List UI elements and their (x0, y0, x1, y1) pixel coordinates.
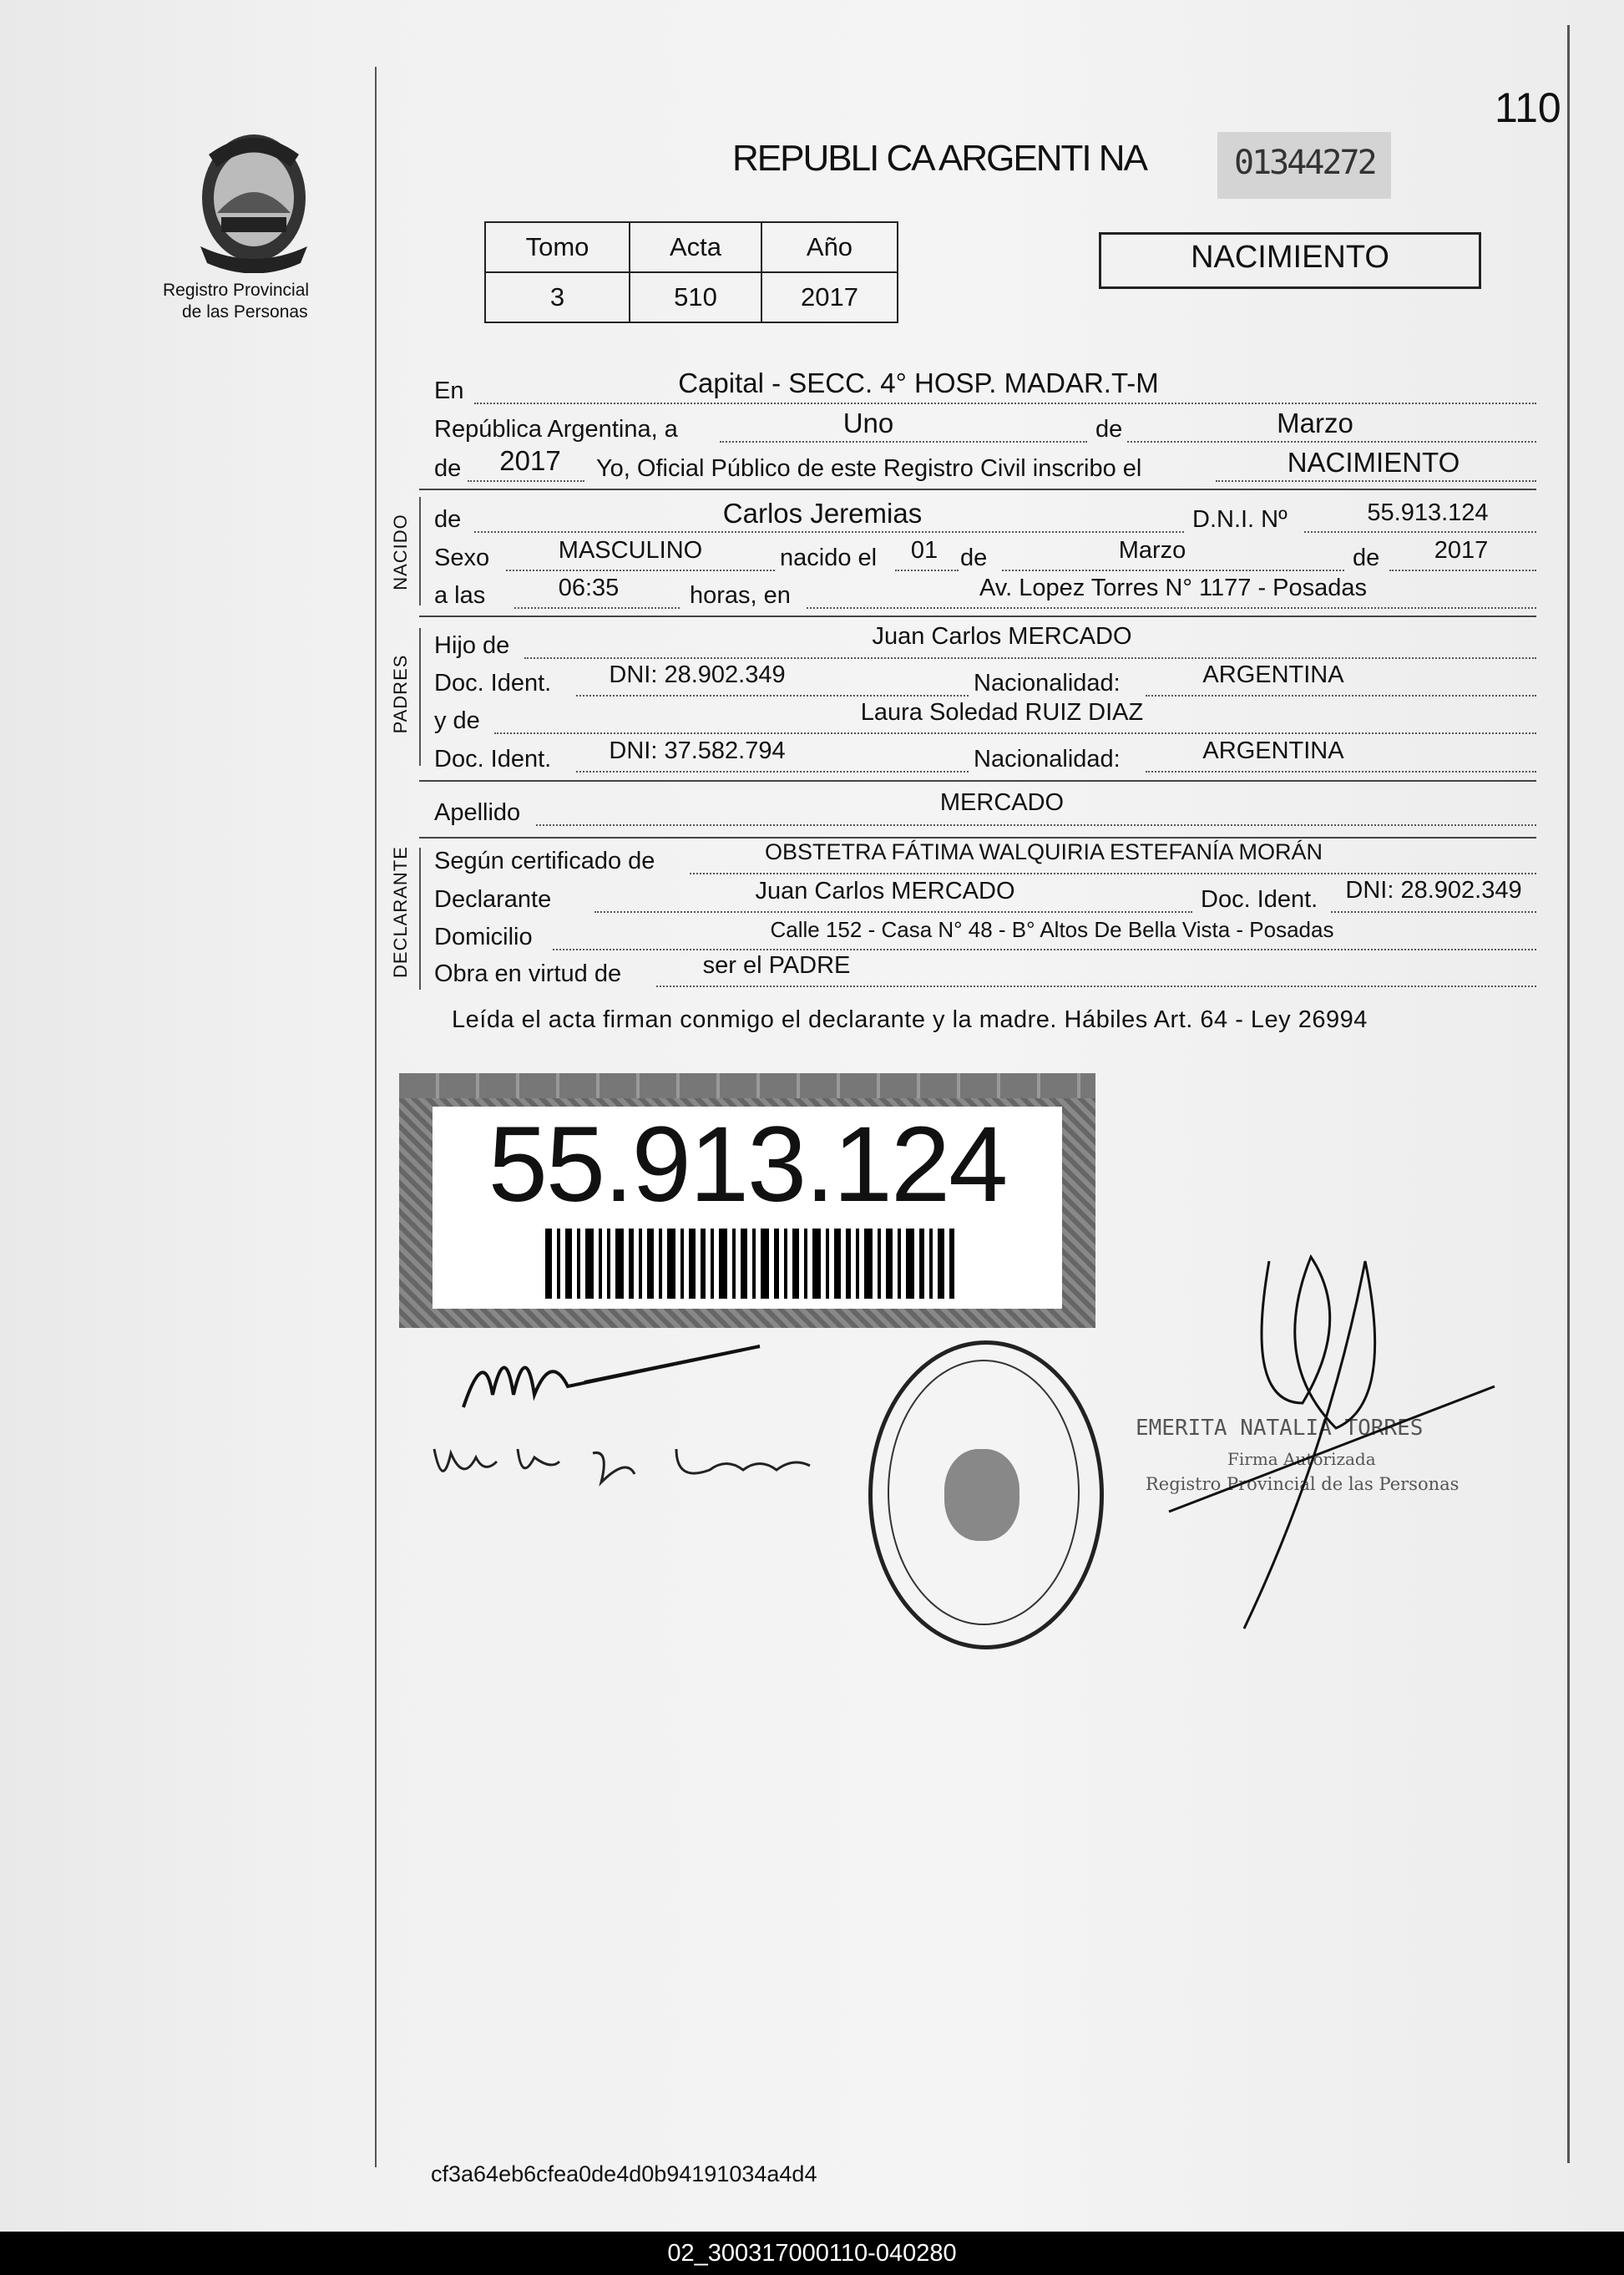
domicilio-label: Domicilio (434, 924, 533, 950)
obra-value: ser el PADRE (702, 952, 851, 979)
declarant-address: Calle 152 - Casa N° 48 - B° Altos De Bella Vista - Posadas (770, 917, 1334, 942)
page-number: 110 (1495, 84, 1561, 131)
registry-stamp-line: Registro Provincial de las Personas (1146, 1474, 1460, 1494)
document-hash: cf3a64eb6cfea0de4d0b94191034a4d4 (431, 2161, 817, 2186)
tomo-value: 3 (485, 272, 630, 322)
de-label-1: de (1095, 416, 1123, 443)
file-id-bar: 02_300317000110-040280 (0, 2232, 1624, 2275)
acta-header: Acta (630, 222, 761, 272)
tomo-header: Tomo (485, 222, 630, 272)
mother-signature (426, 1424, 818, 1499)
segun-certificado-label: Según certificado de (434, 848, 655, 874)
declarant-name: Juan Carlos MERCADO (755, 878, 1015, 904)
nacido-side-label: NACIDO (390, 514, 411, 590)
birth-day: 01 (910, 537, 938, 564)
registry-name-line1: Registro Provincial (163, 281, 310, 300)
official-text: Yo, Oficial Público de este Registro Civil inscribo el (596, 455, 1142, 482)
child-name: Carlos Jeremias (722, 498, 923, 529)
dni-sticker (399, 1073, 1095, 1328)
dni-sticker-number: 55.913.124 (488, 1105, 1007, 1224)
barcode (545, 1229, 954, 1299)
dni-label: D.N.I. Nº (1192, 506, 1288, 533)
declarante-side-label: DECLARANTE (390, 846, 411, 978)
obra-label: Obra en virtud de (434, 960, 622, 987)
tomo-acta-ano-table (484, 221, 898, 323)
father-name: Juan Carlos MERCADO (872, 623, 1132, 650)
child-dni: 55.913.124 (1367, 499, 1489, 526)
mother-name: Laura Soledad RUIZ DIAZ (860, 699, 1144, 726)
father-nationality: ARGENTINA (1202, 661, 1344, 688)
day-words: Uno (842, 408, 894, 438)
declarant-signature (459, 1336, 768, 1420)
doc-ident-label-2: Doc. Ident. (434, 746, 552, 773)
acta-value: 510 (630, 272, 761, 322)
birth-year: 2017 (1434, 537, 1489, 564)
month-words: Marzo (1277, 408, 1353, 438)
province-seal-logo (184, 121, 324, 273)
padres-side-label: PADRES (390, 654, 411, 734)
birth-address: Av. Lopez Torres N° 1177 - Posadas (979, 575, 1368, 601)
official-name-stamp: EMERITA NATALIA TORRES (1136, 1416, 1424, 1441)
birth-month: Marzo (1118, 537, 1186, 564)
registry-round-stamp (868, 1340, 1104, 1649)
sexo-label: Sexo (434, 545, 490, 571)
mother-doc: DNI: 37.582.794 (609, 737, 786, 764)
declarante-label: Declarante (434, 886, 552, 913)
serial-number: 01344272 (1234, 144, 1375, 182)
closing-text: Leída el acta firman conmigo el declarante y la madre. Hábiles Art. 64 - Ley 26994 (452, 1006, 1368, 1033)
right-margin-line (1567, 25, 1570, 2163)
father-doc: DNI: 28.902.349 (609, 661, 786, 688)
declarant-doc: DNI: 28.902.349 (1345, 877, 1522, 904)
apellido-value: MERCADO (939, 789, 1065, 816)
registered-event: NACIMIENTO (1287, 447, 1460, 478)
nacionalidad-label-1: Nacionalidad: (974, 670, 1121, 697)
year-value: 2017 (499, 445, 561, 476)
country-title: REPUBLI CA ARGENTI NA (732, 138, 1146, 179)
mother-nationality: ARGENTINA (1202, 737, 1344, 764)
ano-header: Año (761, 222, 898, 272)
certificate-issuer: OBSTETRA FÁTIMA WALQUIRIA ESTEFANÍA MORÁN (764, 839, 1323, 864)
de-label-3: de (434, 506, 462, 533)
sexo-value: MASCULINO (558, 537, 703, 564)
left-margin-line (375, 67, 377, 2167)
republica-label: República Argentina, a (434, 416, 678, 443)
nacido-el-label: nacido el (780, 545, 878, 571)
de-label-4: de (960, 545, 988, 571)
nacionalidad-label-2: Nacionalidad: (974, 746, 1121, 773)
de-label-2: de (434, 455, 462, 482)
y-de-label: y de (434, 707, 480, 734)
firma-autorizada: Firma Autorizada (1227, 1449, 1376, 1469)
en-label: En (434, 377, 464, 404)
registry-name-line2: de las Personas (182, 302, 308, 322)
ano-value: 2017 (761, 272, 898, 322)
place-value: Capital - SECC. 4° HOSP. MADAR.T-M (678, 367, 1159, 398)
doc-ident-label-1: Doc. Ident. (434, 670, 552, 697)
birth-time: 06:35 (558, 575, 620, 601)
horas-en-label: horas, en (690, 582, 791, 609)
hijo-de-label: Hijo de (434, 632, 510, 659)
de-label-5: de (1353, 545, 1380, 571)
apellido-label: Apellido (434, 799, 521, 826)
record-type: NACIMIENTO (1191, 240, 1389, 275)
doc-ident-label-3: Doc. Ident. (1201, 886, 1318, 913)
a-las-label: a las (434, 582, 486, 609)
official-signature (1144, 1236, 1511, 1637)
